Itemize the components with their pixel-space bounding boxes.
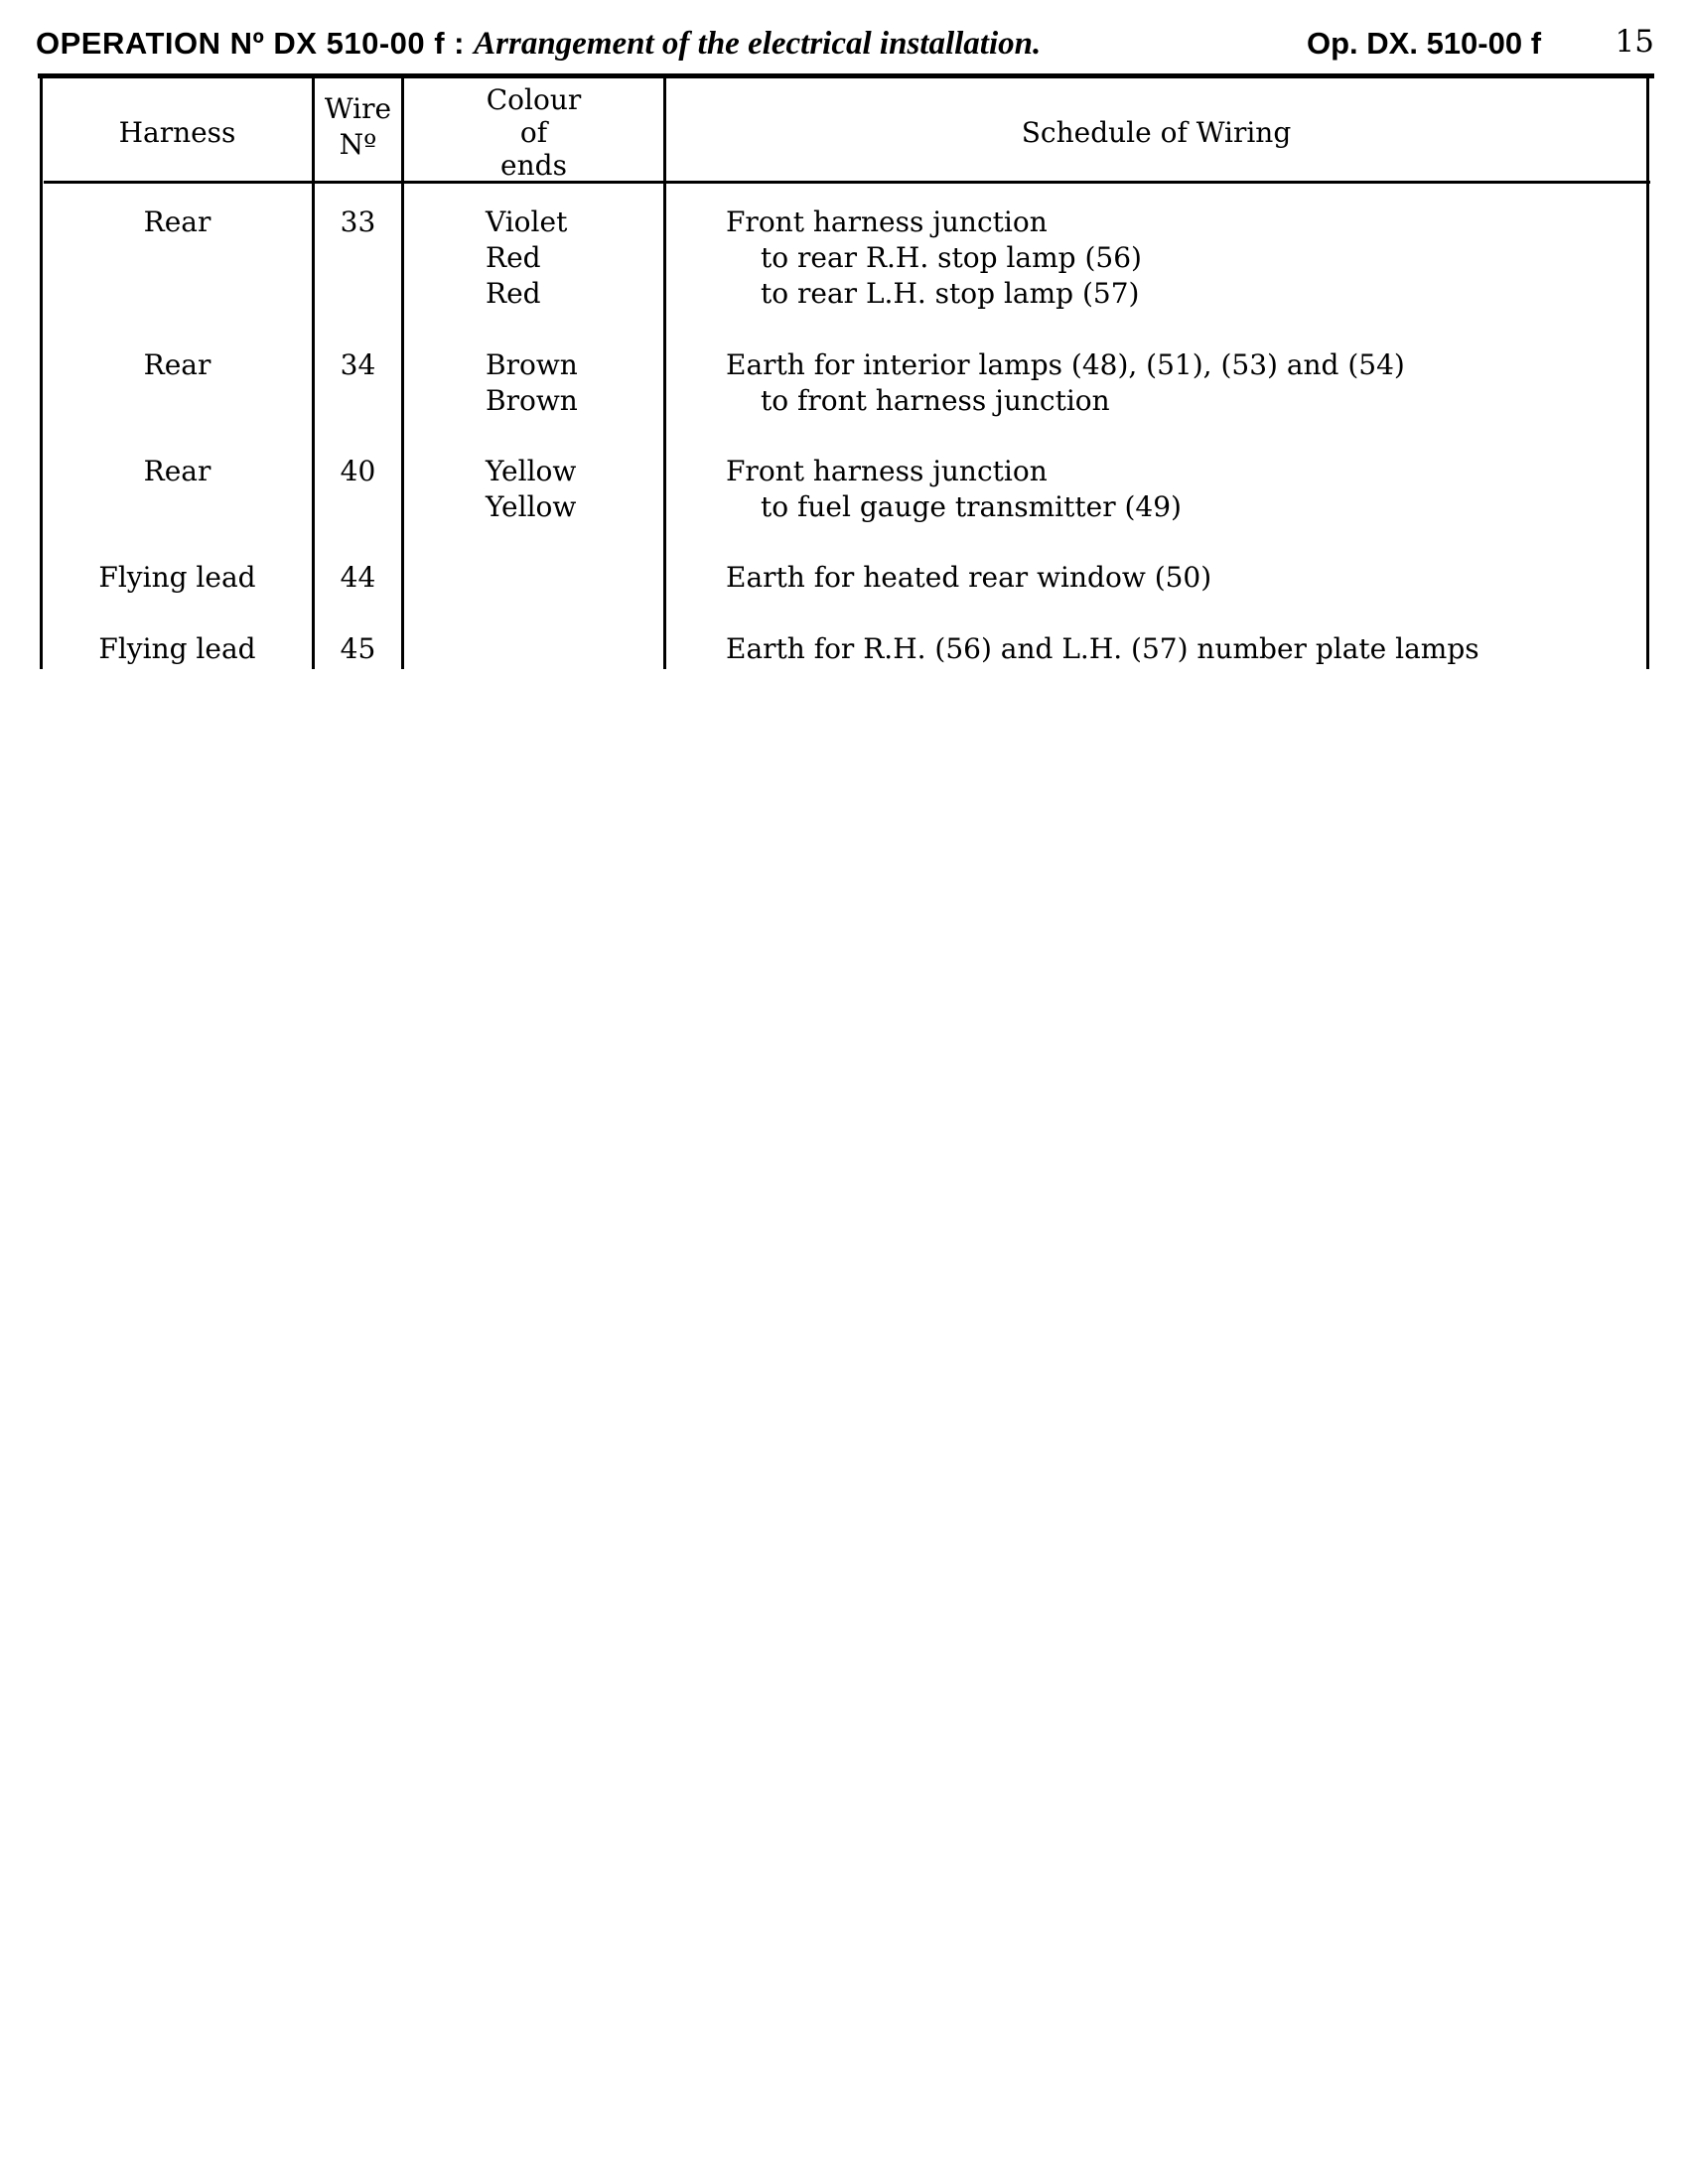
- page-header: [36, 22, 1654, 66]
- row-1-colour-3: Red: [486, 277, 541, 310]
- column-header-colour-line-2: of: [519, 116, 548, 149]
- row-2-colour-1: Brown: [486, 348, 578, 381]
- row-3-harness: Rear: [143, 455, 211, 487]
- row-4-harness: Flying lead: [98, 561, 256, 594]
- row-5-wire: 45: [340, 632, 376, 665]
- row-4-wiring-line-1: Earth for heated rear window (50): [726, 561, 1212, 594]
- row-2-wiring-line-1: Earth for interior lamps (48), (51), (53) and (54): [726, 348, 1405, 381]
- operation-heading: [36, 26, 1041, 63]
- row-5-wiring: [726, 631, 1479, 667]
- row-2-harness: Rear: [143, 348, 211, 381]
- row-4-wiring: [726, 560, 1211, 596]
- row-5-harness: Flying lead: [98, 632, 256, 665]
- column-header-harness: Harness: [118, 116, 236, 149]
- column-header-colour-line-3: ends: [500, 149, 567, 182]
- row-5-wiring-line-1: Earth for R.H. (56) and L.H. (57) number plate lamps: [726, 632, 1479, 665]
- header-divider: [44, 181, 1650, 184]
- operation-number: OPERATION Nº DX 510-00 f :: [36, 26, 465, 61]
- row-1-colour-2: Red: [486, 241, 541, 274]
- row-3-wire: 40: [340, 455, 376, 487]
- column-header-schedule: Schedule of Wiring: [1021, 116, 1292, 149]
- column-header-colour: [404, 83, 663, 182]
- row-4-wire: 44: [340, 561, 376, 594]
- header-rule: [38, 73, 1654, 78]
- column-header-colour-line-1: Colour: [486, 83, 582, 116]
- column-header-wire: [315, 91, 401, 163]
- row-3-wiring-line-2: to fuel gauge transmitter (49): [761, 490, 1182, 523]
- row-2-colour-2: Brown: [486, 384, 578, 417]
- row-2-wiring-line-2: to front harness junction: [761, 384, 1110, 417]
- row-1-wiring-line-2: to rear R.H. stop lamp (56): [761, 241, 1142, 274]
- row-3-colour-1: Yellow: [486, 455, 577, 487]
- operation-reference: Op. DX. 510-00 f: [1307, 26, 1542, 61]
- row-2-colours: [486, 347, 578, 419]
- row-1-colour-1: Violet: [486, 205, 568, 238]
- row-1-wiring-line-1: Front harness junction: [726, 205, 1048, 238]
- row-3-colour-2: Yellow: [486, 490, 577, 523]
- row-3-wiring-line-1: Front harness junction: [726, 455, 1048, 487]
- row-3-wiring: [726, 454, 1182, 525]
- column-header-wire-line-1: Wire: [324, 92, 392, 125]
- row-1-harness: Rear: [143, 205, 211, 238]
- row-2-wiring: [726, 347, 1405, 419]
- row-1-colours: [486, 205, 567, 312]
- row-1-wiring-line-3: to rear L.H. stop lamp (57): [761, 277, 1140, 310]
- table-border-right: [1646, 77, 1649, 669]
- row-3-colours: [486, 454, 576, 525]
- page-number: 15: [1615, 24, 1654, 60]
- column-header-wire-line-2: Nº: [339, 128, 377, 161]
- row-2-wire: 34: [340, 348, 376, 381]
- column-divider-3: [663, 77, 666, 669]
- row-1-wire: 33: [340, 205, 376, 238]
- row-1-wiring: [726, 205, 1142, 312]
- operation-title: Arrangement of the electrical installation.: [474, 26, 1042, 62]
